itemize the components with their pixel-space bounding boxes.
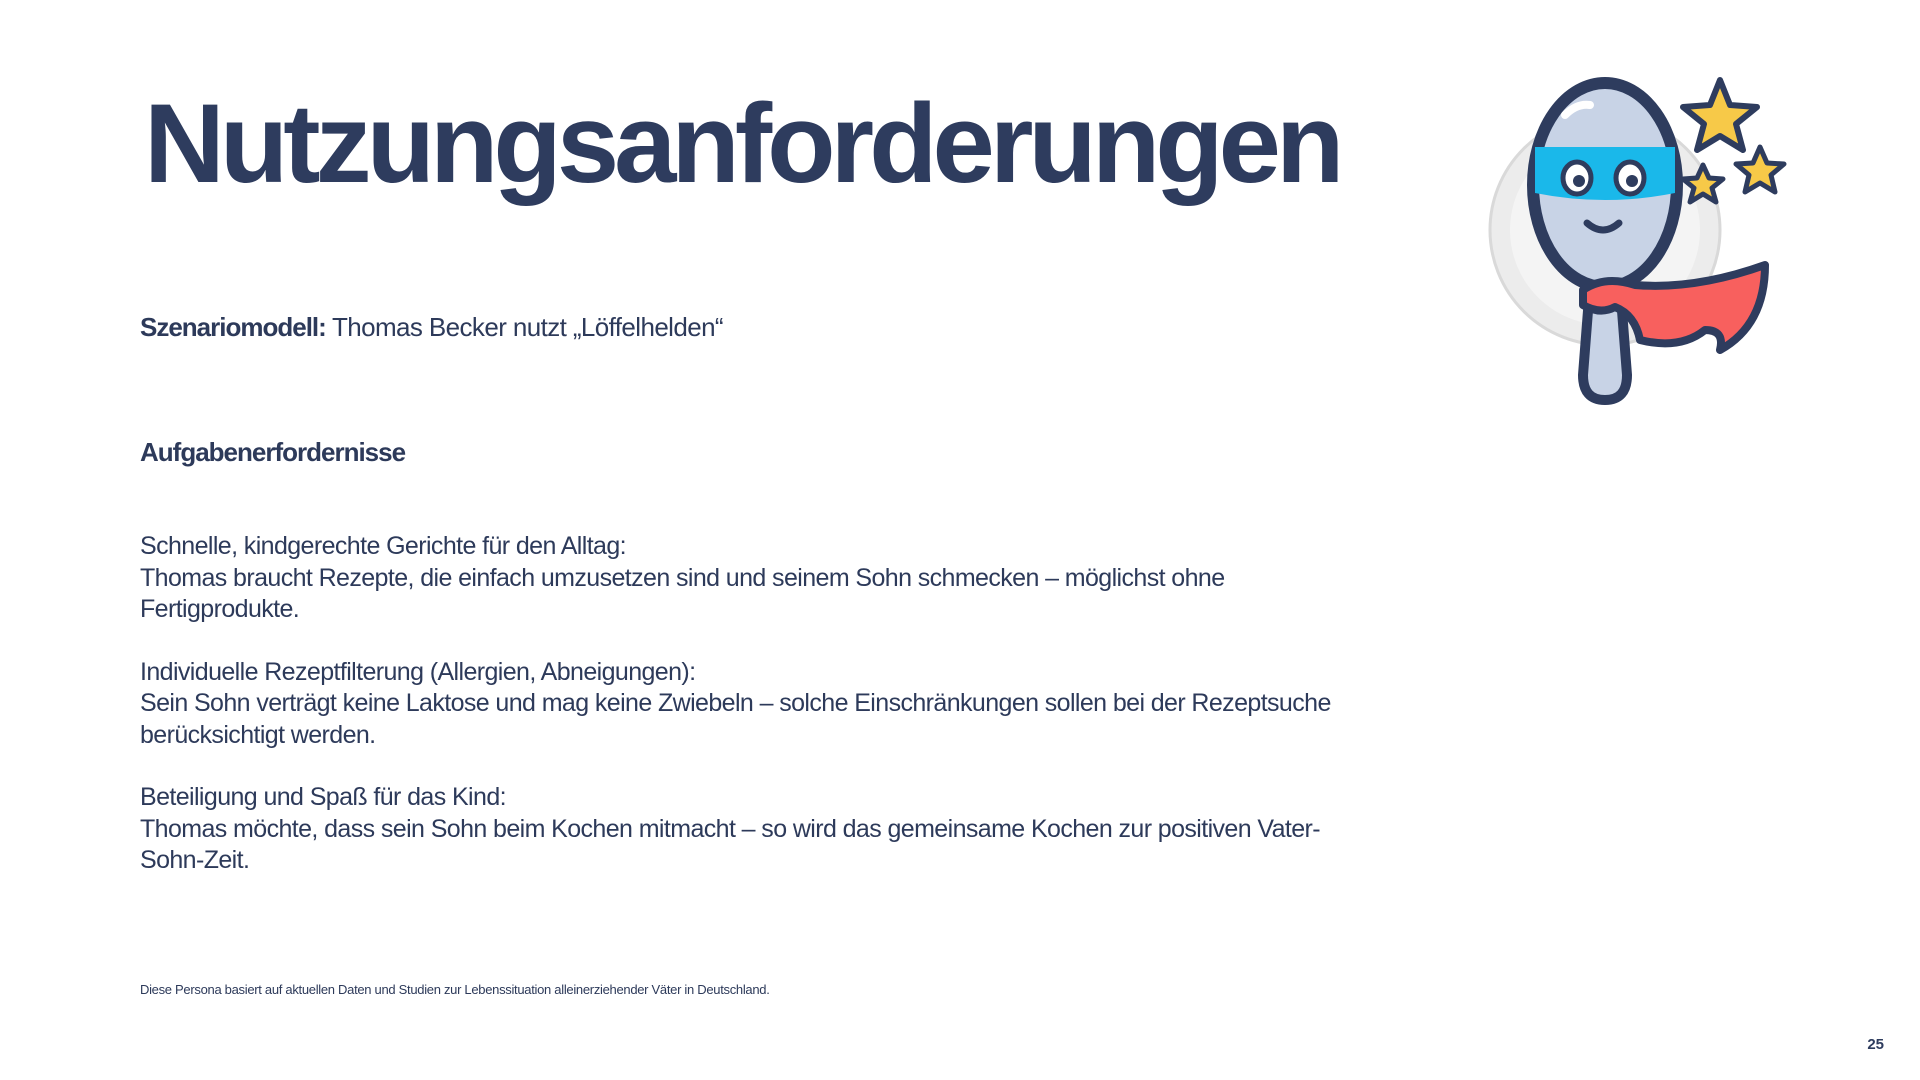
requirement-body: Thomas möchte, dass sein Sohn beim Kochen mitmacht – so wird das gemeinsame Kochen zur positiven Vater-Sohn-Zeit. — [140, 814, 1320, 874]
requirement-item — [140, 531, 1380, 626]
requirement-heading: Schnelle, kindgerechte Gerichte für den Alltag: — [140, 532, 626, 560]
star-icon — [1736, 147, 1784, 192]
scenario-label: Szenariomodell: — [140, 312, 326, 342]
mask-icon — [1535, 147, 1675, 200]
scenario-line — [140, 312, 723, 343]
requirement-item — [140, 782, 1380, 877]
scenario-text: Thomas Becker nutzt „Löffelhelden“ — [331, 312, 723, 342]
star-icon — [1683, 80, 1757, 150]
requirement-body: Sein Sohn verträgt keine Laktose und mag keine Zwiebeln – solche Einschränkungen sollen bei der Rezeptsuche berücksichtigt werden. — [140, 689, 1331, 749]
section-heading: Aufgabenerfordernisse — [140, 437, 406, 467]
requirement-heading: Individuelle Rezeptfilterung (Allergien, Abneigungen): — [140, 657, 696, 686]
spoon-superhero-mascot-icon — [1465, 75, 1805, 415]
requirement-heading: Beteiligung und Spaß für das Kind: — [140, 783, 506, 811]
slide-title: Nutzungsanforderungen — [144, 81, 1340, 206]
requirements-list — [140, 531, 1380, 908]
requirement-item — [140, 657, 1380, 752]
footnote: Diese Persona basiert auf aktuellen Daten und Studien zur Lebenssituation alleinerziehender Väter in Deutschland. — [140, 982, 770, 997]
page-number: 25 — [1867, 1036, 1884, 1053]
requirement-body: Thomas braucht Rezepte, die einfach umzusetzen sind und seinem Sohn schmecken – möglichst ohne Fertigprodukte. — [140, 563, 1225, 623]
